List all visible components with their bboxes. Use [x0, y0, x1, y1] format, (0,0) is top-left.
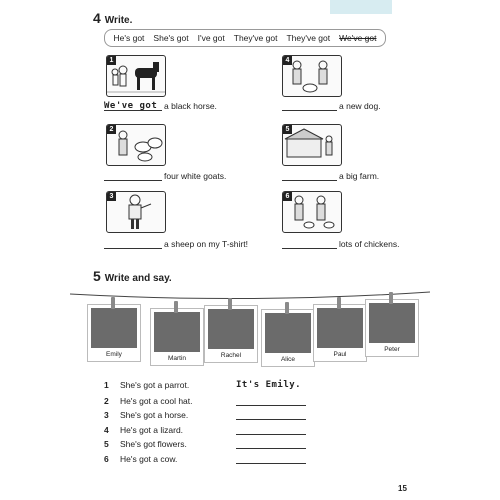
- sentence-text: a sheep on my T-shirt!: [164, 239, 248, 249]
- question-text: He's got a cow.: [120, 454, 178, 464]
- page-number: 15: [398, 484, 407, 493]
- photo-image: [369, 303, 415, 343]
- question-text: She's got flowers.: [120, 439, 187, 449]
- picture-number: 1: [107, 56, 116, 65]
- answer-line[interactable]: [236, 425, 306, 435]
- picture-5: [282, 124, 342, 166]
- answer-line[interactable]: [236, 410, 306, 420]
- sentence-text: four white goats.: [164, 171, 227, 181]
- sentence-text: a new dog.: [339, 101, 381, 111]
- word-box-item: We've got: [339, 33, 377, 43]
- picture-number: 4: [283, 56, 292, 65]
- exercise-5-number: 5: [93, 268, 101, 284]
- sentence-4: [282, 100, 381, 111]
- peg-icon: [111, 297, 115, 309]
- question-number: 3: [104, 410, 109, 420]
- photo-card: [366, 300, 418, 356]
- picture-1: [106, 55, 166, 97]
- answer-line[interactable]: [236, 439, 306, 449]
- answer-blank[interactable]: [104, 170, 162, 181]
- photo-image: [91, 308, 137, 348]
- sentence-6: [282, 238, 399, 249]
- picture-number: 5: [283, 125, 292, 134]
- photo-caption: Paul: [333, 351, 347, 358]
- photo-card: [262, 310, 314, 366]
- photo-card: [314, 305, 366, 361]
- question-number: 5: [104, 439, 109, 449]
- exercise-4-instruction: Write.: [104, 15, 133, 26]
- handwritten-answer: It's Emily.: [236, 380, 302, 390]
- word-box: [104, 29, 386, 47]
- question-row: [104, 439, 306, 449]
- peg-icon: [389, 292, 393, 304]
- sentence-2: [104, 170, 226, 181]
- picture-3: [106, 191, 166, 233]
- picture-number: 6: [283, 192, 292, 201]
- photo-card: [151, 309, 203, 365]
- question-text: She's got a horse.: [120, 410, 189, 420]
- answer-blank[interactable]: [104, 238, 162, 249]
- sentence-text: a big farm.: [339, 171, 380, 181]
- exercise-4-title: [93, 10, 132, 26]
- word-box-item: He's got: [113, 33, 145, 43]
- question-number: 4: [104, 425, 109, 435]
- picture-6: [282, 191, 342, 233]
- question-row: [104, 410, 306, 420]
- sentence-text: lots of chickens.: [339, 239, 400, 249]
- question-text: She's got a parrot.: [120, 380, 190, 390]
- question-number: 2: [104, 396, 109, 406]
- answer-line[interactable]: [236, 454, 306, 464]
- sentence-5: [282, 170, 379, 181]
- photo-card: [88, 305, 140, 361]
- peg-icon: [228, 298, 232, 310]
- sentence-text: a black horse.: [164, 101, 217, 111]
- answer-blank[interactable]: [282, 100, 337, 111]
- photo-image: [265, 313, 311, 353]
- photo-image: [208, 309, 254, 349]
- sentence-1: [104, 100, 217, 111]
- word-box-item: I've got: [197, 33, 225, 43]
- question-row: [104, 425, 306, 435]
- question-row: [104, 396, 306, 406]
- photo-card: [205, 306, 257, 362]
- sentence-3: [104, 238, 248, 249]
- question-text: He's got a lizard.: [120, 425, 184, 435]
- picture-4: [282, 55, 342, 97]
- question-number: 6: [104, 454, 109, 464]
- picture-number: 2: [107, 125, 116, 134]
- picture-number: 3: [107, 192, 116, 201]
- exercise-4-number: 4: [93, 10, 101, 26]
- question-row: [104, 380, 301, 390]
- photo-image: [154, 312, 200, 352]
- exercise-5-title: [93, 268, 172, 284]
- word-box-item: They've got: [233, 33, 278, 43]
- question-row: [104, 454, 306, 464]
- peg-icon: [285, 302, 289, 314]
- question-number: 1: [104, 380, 109, 390]
- picture-2: [106, 124, 166, 166]
- photo-caption: Rachel: [220, 352, 242, 359]
- peg-icon: [337, 297, 341, 309]
- photo-caption: Alice: [280, 356, 296, 363]
- photo-caption: Martin: [167, 355, 187, 362]
- peg-icon: [174, 301, 178, 313]
- handwritten-answer: We've got: [104, 101, 158, 111]
- word-box-item: She's got: [153, 33, 189, 43]
- question-text: He's got a cool hat.: [120, 396, 193, 406]
- photo-image: [317, 308, 363, 348]
- photo-caption: Emily: [106, 351, 122, 358]
- answer-blank[interactable]: [282, 238, 337, 249]
- word-box-item: They've got: [286, 33, 331, 43]
- photo-caption: Peter: [384, 346, 400, 353]
- corner-tab: [330, 0, 392, 14]
- exercise-5-instruction: Write and say.: [104, 273, 172, 284]
- answer-line[interactable]: [236, 396, 306, 406]
- answer-blank[interactable]: [282, 170, 337, 181]
